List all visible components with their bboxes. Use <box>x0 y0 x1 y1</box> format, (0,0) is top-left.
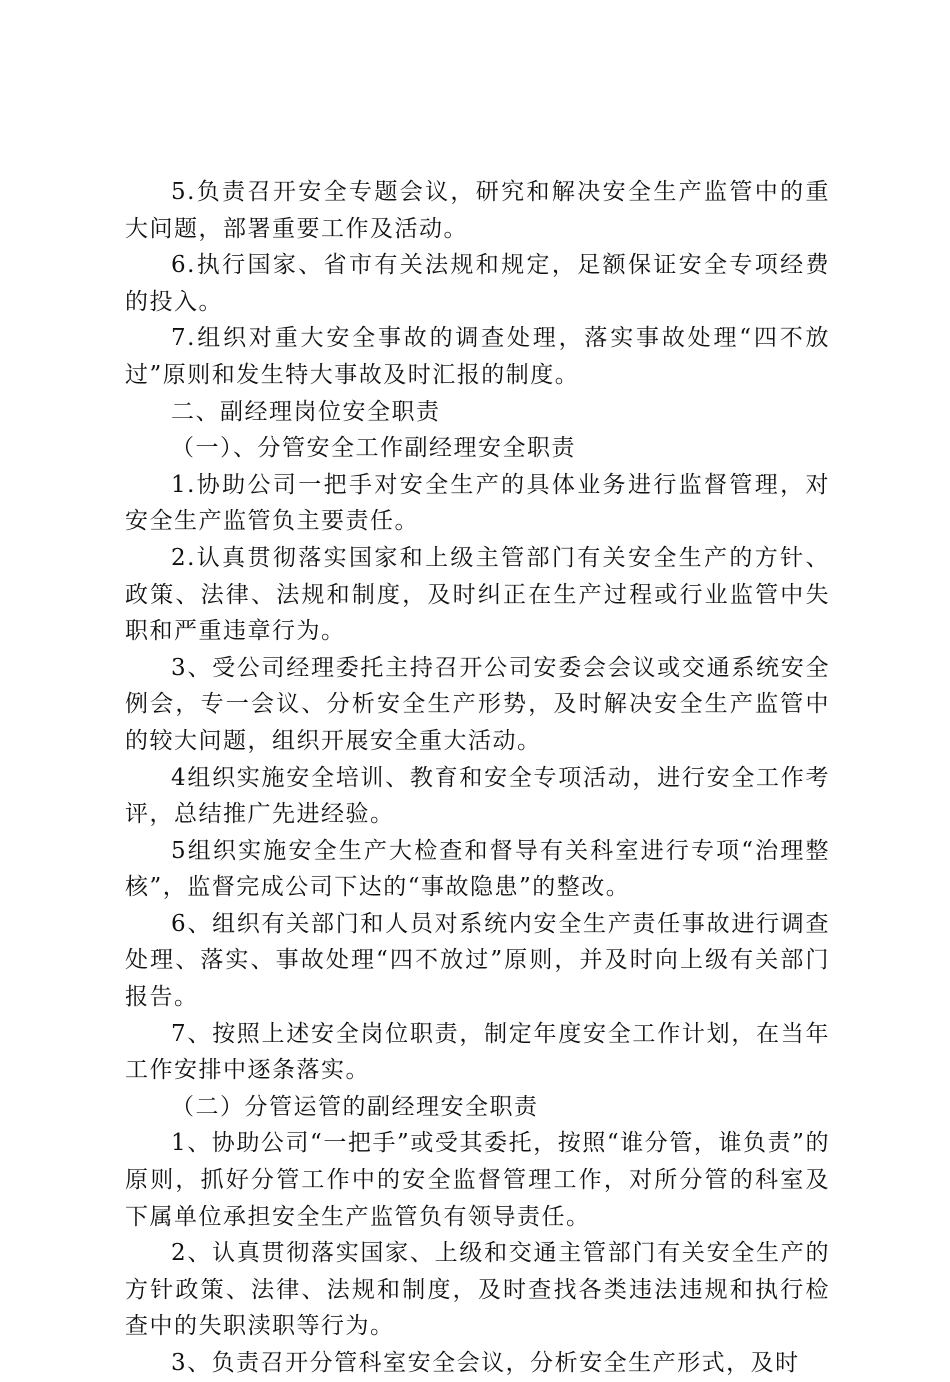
paragraph-safety-deputy-2: 2.认真贯彻落实国家和上级主管部门有关安全生产的方针、政策、法律、法规和制度，及时纠正在生产过程或行业监管中失职和严重违章行为。 <box>125 544 830 645</box>
paragraph-transport-deputy-2: 2、认真贯彻落实国家、上级和交通主管部门有关安全生产的方针政策、法律、法规和制度，及时查找各类违法违规和执行检查中的失职渎职等行为。 <box>125 1240 830 1340</box>
paragraph-safety-deputy-5: 5组织实施安全生产大检查和督导有关科室进行专项“治理整核”，监督完成公司下达的“事故隐患”的整改。 <box>125 837 830 901</box>
paragraph-transport-deputy-3: 3、负责召开分管科室安全会议，分析安全生产形式，及时 <box>171 1350 800 1376</box>
section-heading-deputy-manager: 二、副经理岗位安全职责 <box>171 398 441 425</box>
paragraph-item-7: 7.组织对重大安全事故的调查处理，落实事故处理“四不放过”原则和发生特大事故及时汇报的制度。 <box>125 325 830 388</box>
subsection-heading-transport-deputy: （二）分管运管的副经理安全职责 <box>171 1093 539 1120</box>
paragraph-safety-deputy-7: 7、按照上述安全岗位职责，制定年度安全工作计划，在当年工作安排中逐条落实。 <box>125 1020 830 1084</box>
paragraph-item-6: 6.执行国家、省市有关法规和规定，足额保证安全专项经费的投入。 <box>125 252 830 315</box>
paragraph-safety-deputy-3: 3、受公司经理委托主持召开公司安委会会议或交通系统安全例会，专一会议、分析安全生产形势，及时解决安全生产监管中的较大问题，组织开展安全重大活动。 <box>125 654 830 754</box>
paragraph-safety-deputy-4: 4组织实施安全培训、教育和安全专项活动，进行安全工作考评，总结推广先进经验。 <box>125 764 830 828</box>
subsection-heading-safety-deputy: （一）、分管安全工作副经理安全职责 <box>171 435 576 462</box>
paragraph-safety-deputy-1: 1.协助公司一把手对安全生产的具体业务进行监督管理，对安全生产监管负主要责任。 <box>125 471 830 535</box>
paragraph-item-5: 5.负责召开安全专题会议，研究和解决安全生产监管中的重大问题，部署重要工作及活动。 <box>125 179 830 242</box>
document-body <box>125 174 830 1382</box>
paragraph-safety-deputy-6: 6、组织有关部门和人员对系统内安全生产责任事故进行调查处理、落实、事故处理“四不放过”原则，并及时向上级有关部门报告。 <box>125 910 830 1011</box>
paragraph-transport-deputy-1: 1、协助公司“一把手”或受其委托，按照“谁分管，谁负责”的原则，抓好分管工作中的安全监督管理工作，对所分管的科室及下属单位承担安全生产监管负有领导责任。 <box>125 1130 830 1230</box>
